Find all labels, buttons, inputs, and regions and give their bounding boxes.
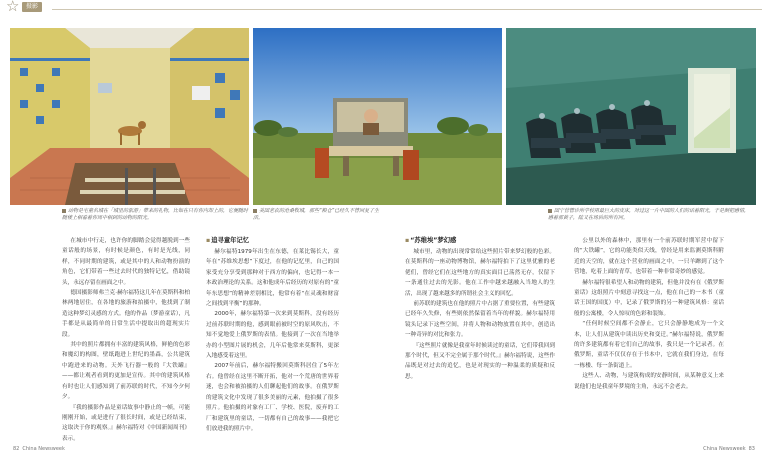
paragraph: 2007年前后，赫尔福特搬回莫斯科居住了5年左右。他曾经在这里不断开拓，他对一个荒唐的世界着迷，也会和被拍摄的人们聊起他们的故事。在俄罗斯的建筑文化中发现了很多美丽的元素，他拍摄了很多照片。他拍摄的对象有工厂、学校、医院，废弃的工厂和建筑里的童话，一切都有自己的故事——我把它们放进我的照片中。 [206, 363, 339, 432]
photo-recliners-room [506, 28, 756, 205]
paragraph: 『我的摄影作品是童话故事中静止的一帧，可能刚刚开始，或是进行了很长时间，或是已经结束，这取决于你的观察。』赫尔福特对《中国新闻周刊》表示。 [62, 404, 190, 442]
subhead-marker-icon: ▪ [405, 237, 410, 244]
paragraph: 城市里，动物的出现常常给这些照片带来梦幻般的色彩。在莫斯科的一座动物博物馆，赫尔福特拍下了这里优雅的老佬们，曾经它们在这些地方的真实面目已荡然无存，仅留下一条通往过去的光影。他在工作中越来越融入当地人的生活，出现了越来越多的所谓社会主义的回忆。 [405, 249, 555, 297]
subheading-text: 追寻童年记忆 [211, 237, 250, 244]
caption-text: 国宁营管诊所学校用最巨大的皮床，对过这一片中国的人们的话着阳光，于是倒把感情，感着那黄子，陆又在场后的所有同。 [548, 208, 750, 221]
paragraph: 其中的照片都拥有丰富的建筑风格，鲜艳的色彩和魔幻的构图，壁纸跑进上世纪的墨森，公共建筑中跑进来的动物。天外飞行器一般的『大铁罐』——都让观者看到的更加是宣传。其中的建筑风格有时也让人们感知到了前苏联的时代，不知今夕何夕。 [62, 342, 190, 401]
caption-marker-icon [548, 209, 552, 213]
paragraph: “任何时候空间都不会静止，它只会静静地成为一个文本，让人们从建筑中读出历史和变迁。”赫尔福特说，俄罗斯的许多建筑都有着它们自己的故事，我只是一个记录者。在俄罗斯，童话不仅仅存在于书本中，它就在我们身边，在每一栋楼、每一条街道上。 [574, 321, 724, 369]
article-column-1 [62, 236, 190, 444]
paragraph: 赫尔福特1979年出生在东德，在莱比锡长大，童年在“苏维埃思想”下度过，在他的记忆里，自己的国家受充分享受到那种对于西方的偏向，也记得一本一本政治理论的关系。这和他成年后经历的对原有的“童年东思想”的精神差别相比，他常有着“在灵魂和财富之间找到平衡”的那种。 [206, 249, 339, 308]
paragraph: 『这些照片就像是我童年时候读过的童话，它们带我回到那个时代，但又不完全属于那个时代。』赫尔福特说，这些作品既是对过去的追忆，也是对现实的一种温柔的质疑和反思。 [405, 342, 555, 380]
caption-text: 动物是宅童名城在「城里的旅游」带来的礼物，比如在只有你内却上的，它便随时随楼上相看着你周中相到的动物的阳光。 [62, 208, 249, 221]
paragraph: 前苏联的建筑也在他的照片中占据了重要位置，有些建筑已经年久失修，有些则依然保留着当年的样貌。赫尔福特用镜头记录下这些空间，并将人物和动物放置在其中，创造出一种奇异的对比和张力。 [405, 301, 555, 339]
photo-caption-3 [548, 208, 753, 222]
subheading-text: “苏维埃”梦幻感 [410, 237, 457, 244]
footer-left [10, 446, 65, 453]
paragraph: 在城市中行走，也许你的脚踏会觉得越脱到一些童话般的场景，有时候是颜色，有时是光线，同样，不同时期的建筑，或是其中的人和动物扮演的角色，它们带着一些过去时代的独特记忆，借助镜头，永远存留在画面之中。 [62, 238, 190, 286]
section-label: 摄影 [22, 2, 42, 12]
photo-tiled-room-dog [10, 28, 249, 205]
page-number: 82 [13, 446, 20, 452]
photo-caption-1 [62, 208, 248, 222]
photo-field-kiosk [253, 28, 502, 205]
footer-right [700, 446, 758, 453]
page-number: 83 [748, 446, 755, 452]
section-tag [6, 1, 56, 15]
article-column-2 [206, 236, 339, 434]
article-column-4 [574, 236, 724, 392]
subheading [206, 236, 339, 245]
caption-marker-icon [253, 209, 257, 213]
caption-text: 美国老农的沧桑牧城，那些“粮仓”已经久不曾回复了生活。 [253, 208, 380, 221]
subhead-marker-icon: ▪ [206, 237, 211, 244]
subheading [405, 236, 555, 245]
paragraph: 赫尔福特很希望人和动物的建筑，但他并没有在《俄罗斯童话》这组照片中刻意寻找这一点，他在自己的一本书（童话王国的国度）中，记录了俄罗斯的另一种建筑风格：童话般的公寓楼，令人惊叹的色彩和装饰。 [574, 279, 724, 317]
paragraph: 公里以外的森林中，那里有一个前苏联时期军营中留下的“大铁罐”，它的功能类似天线，曾经是用来监测莫斯科附近的天空的，就在这个营业的画面之中，一只羊蹿到了这个营地，吃着上面的青草，也带着一种非常奇妙的感觉。 [574, 238, 724, 276]
photo-caption-2 [253, 208, 383, 222]
paragraph: 2000年，赫尔福特第一次来到莫斯科，没有经历过前苏联时期的他，感到眼前被时空的原风吹击，不知不觉地爱上俄罗斯的表情。他接到了一次在当地举办的小型图片展的机会，几年后他常来莫斯科，更深入地感受着这里。 [206, 311, 339, 360]
magazine-name: China Newsweek [703, 446, 746, 452]
star-icon: ☆ [6, 0, 20, 15]
article-column-3 [405, 236, 555, 382]
magazine-name: China Newsweek [22, 446, 65, 452]
caption-marker-icon [62, 209, 66, 213]
header-rule [52, 9, 762, 10]
paragraph: 这些人、动物，与建筑构成的安静时间，从某种意义上来说他们也是我童年梦境的主角，永远不会老去。 [574, 373, 724, 390]
paragraph: 德国摄影师弗兰克·赫尔福特这几年在莫斯科和柏林两地居住，在各地的旅游和拍摄中，他找到了制造这种梦幻灵感的方式。他的作品（梦游童话），凡手都是从最简单的日常生活中提取出的超现实片段。 [62, 290, 190, 338]
